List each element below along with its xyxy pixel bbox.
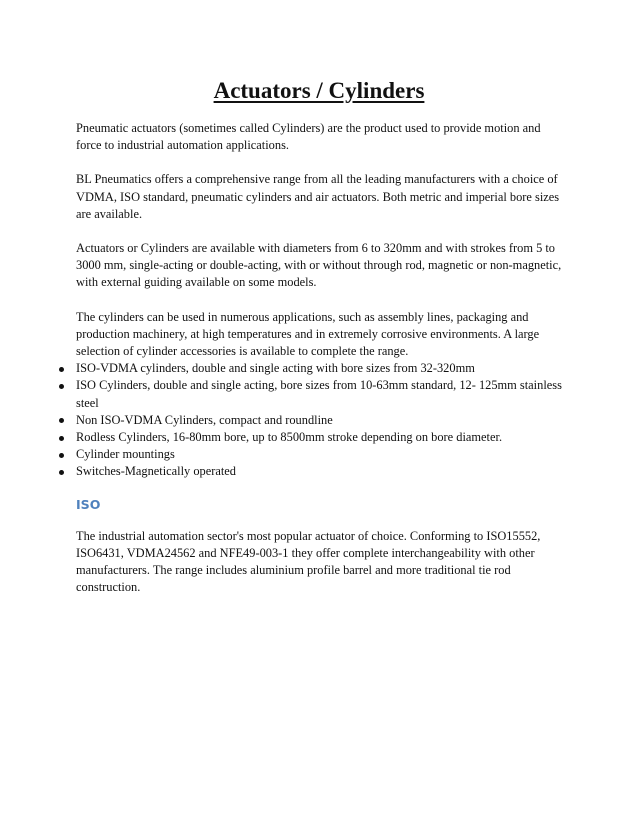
intro-paragraph: Pneumatic actuators (sometimes called Cylinders) are the product used to provide motion and force to industrial automation applications.: [76, 121, 541, 153]
list-item-text: Cylinder mountings: [76, 447, 175, 462]
list-item-text: Rodless Cylinders, 16-80mm bore, up to 8500mm stroke depending on bore diameter.: [76, 430, 503, 445]
specs-paragraph: Actuators or Cylinders are available with diameters from 6 to 320mm and with strokes from 5 to 3000 mm, single-acting or double-acting, with or without through rod, magnetic or non-magnetic, with external guiding available on some models.: [76, 241, 562, 290]
page-title: Actuators / Cylinders: [213, 78, 425, 103]
list-item-text: Non ISO-VDMA Cylinders, compact and roundline: [76, 412, 333, 427]
document-body: [76, 120, 564, 613]
bullet-icon: [59, 418, 64, 423]
bullet-icon: [59, 436, 64, 441]
list-item: [76, 429, 564, 446]
iso-section-paragraph: The industrial automation sector's most popular actuator of choice. Conforming to ISO15552, ISO6431, VDMA24562 and NFE49-003-1 they offer complete interchangeability with other manufacturers. The range includes aluminium profile barrel and more traditional tie rod construction.: [76, 528, 541, 595]
product-bullet-list: [76, 360, 564, 480]
list-item: [76, 446, 564, 463]
list-item: [76, 377, 564, 411]
bullet-icon: [59, 367, 64, 372]
list-item-text: ISO-VDMA cylinders, double and single acting with bore sizes from 32-320mm: [76, 361, 475, 376]
list-item: [76, 463, 564, 480]
bullet-icon: [59, 470, 64, 475]
range-paragraph: BL Pneumatics offers a comprehensive range from all the leading manufacturers with a choice of VDMA, ISO standard, pneumatic cylinders and air actuators. Both metric and imperial bore sizes are available.: [76, 172, 560, 221]
list-item: [76, 360, 564, 377]
iso-section-heading: ISO: [76, 496, 101, 512]
list-item: [76, 412, 564, 429]
list-item-text: Switches-Magnetically operated: [76, 464, 236, 479]
list-item-text: ISO Cylinders, double and single acting, bore sizes from 10-63mm standard, 12- 125mm stainless steel: [76, 378, 562, 410]
bullet-icon: [59, 384, 64, 389]
applications-paragraph: The cylinders can be used in numerous applications, such as assembly lines, packaging and production machinery, at high temperatures and in extremely corrosive environments. A large selection of cylinder accessories is available to complete the range.: [76, 309, 540, 359]
bullet-icon: [59, 453, 64, 458]
